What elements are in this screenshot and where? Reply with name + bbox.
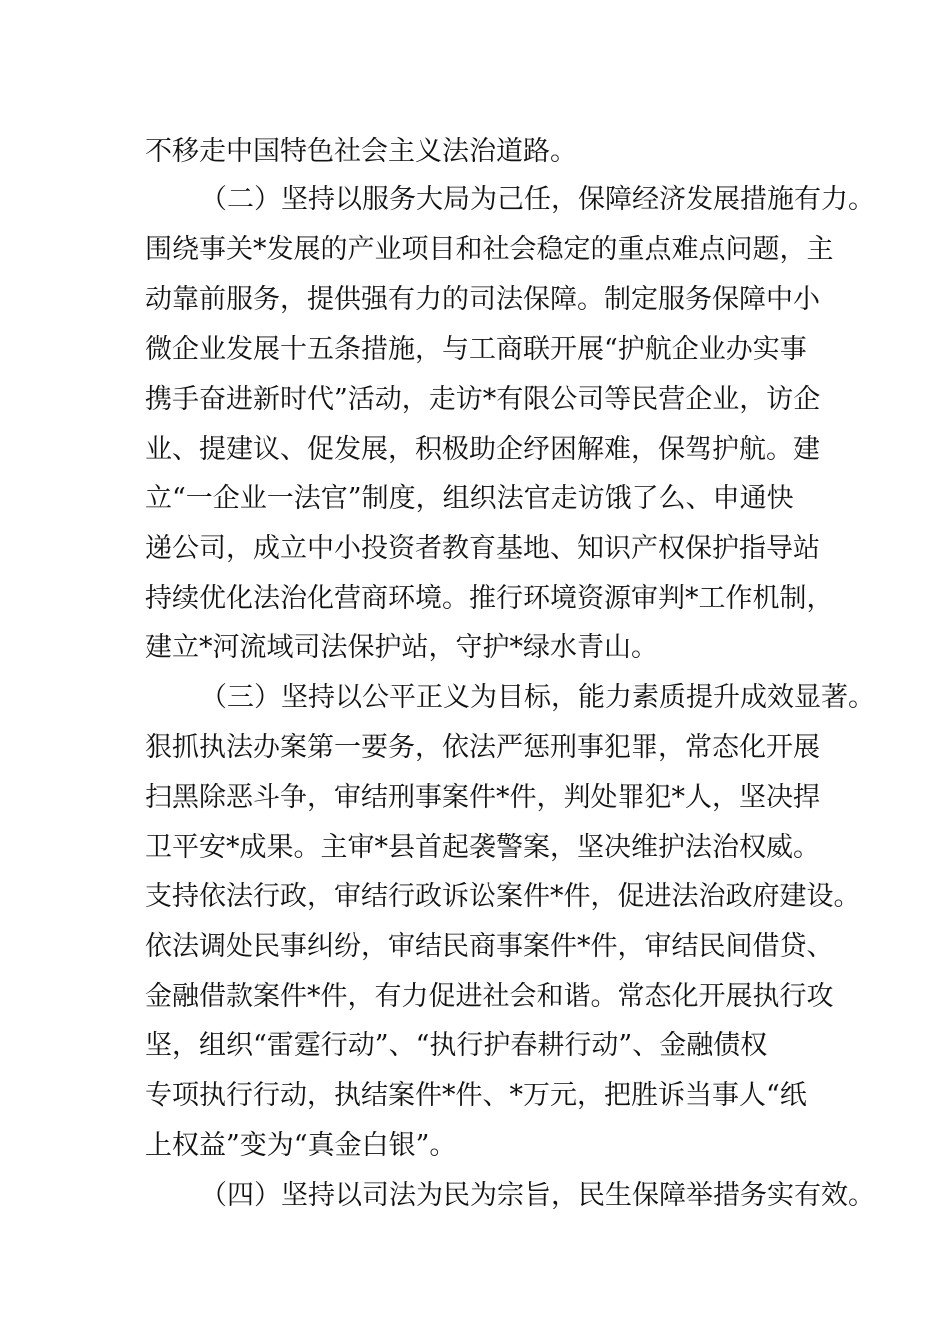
text-line: 动靠前服务，提供强有力的司法保障。制定服务保障中小 xyxy=(145,284,820,315)
text-line: 微企业发展十五条措施，与工商联开展“护航企业办实事 xyxy=(145,334,807,365)
text-line: 依法调处民事纠纷，审结民商事案件*件，审结民间借贷、 xyxy=(145,931,834,962)
text-line: 上权益”变为“真金白银”。 xyxy=(145,1130,457,1161)
text-line: 扫黑除恶斗争，审结刑事案件*件，判处罪犯*人，坚决捍 xyxy=(145,782,820,813)
text-line: 卫平安*成果。主审*县首起袭警案，坚决维护法治权威。 xyxy=(145,832,820,863)
text-line: 坚，组织“雷霆行动”、“执行护春耕行动”、金融债权 xyxy=(145,1030,768,1061)
section-heading-2: （二）坚持以服务大局为己任，保障经济发展措施有力。 xyxy=(200,184,875,215)
text-line: 立“一企业一法官”制度，组织法官走访饿了么、申通快 xyxy=(145,483,794,514)
text-line: 专项执行行动，执结案件*件、*万元，把胜诉当事人“纸 xyxy=(145,1080,807,1111)
text-line: 业、提建议、促发展，积极助企纾困解难，保驾护航。建 xyxy=(145,434,820,465)
text-line: 递公司，成立中小投资者教育基地、知识产权保护指导站 xyxy=(145,533,820,564)
text-line: 不移走中国特色社会主义法治道路。 xyxy=(145,136,577,167)
text-line: 持续优化法治化营商环境。推行环境资源审判*工作机制， xyxy=(145,583,834,614)
section-heading-3: （三）坚持以公平正义为目标，能力素质提升成效显著。 xyxy=(200,682,875,713)
text-line: 建立*河流域司法保护站，守护*绿水青山。 xyxy=(145,632,658,663)
text-line: 金融借款案件*件，有力促进社会和谐。常态化开展执行攻 xyxy=(145,981,834,1012)
text-line: 支持依法行政，审结行政诉讼案件*件，促进法治政府建设。 xyxy=(145,881,861,912)
text-line: 围绕事关*发展的产业项目和社会稳定的重点难点问题，主 xyxy=(145,234,834,265)
text-line: 狠抓执法办案第一要务，依法严惩刑事犯罪，常态化开展 xyxy=(145,732,820,763)
section-heading-4: （四）坚持以司法为民为宗旨，民生保障举措务实有效。 xyxy=(200,1180,875,1211)
text-line: 携手奋进新时代”活动，走访*有限公司等民营企业，访企 xyxy=(145,384,821,415)
